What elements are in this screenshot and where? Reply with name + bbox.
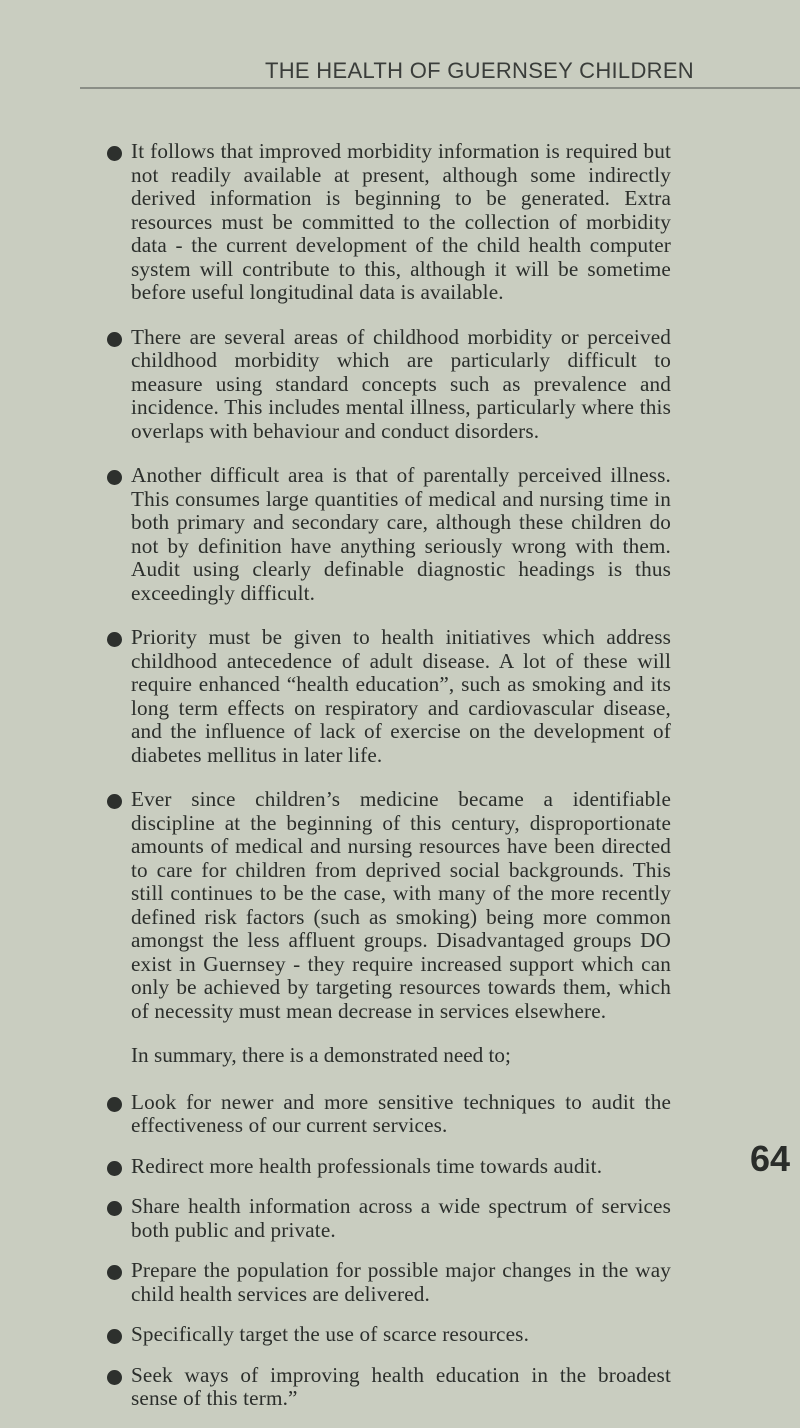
bullet-icon	[107, 1161, 122, 1176]
bullet-text: There are several areas of childhood morbidity or perceived childhood morbidity which are particularly difficult to measure using standard concepts such as prevalence and incidence. This includes mental illness, particularly where this overlaps with behaviour and conduct disorders.	[131, 324, 671, 443]
bullet-icon	[107, 1265, 122, 1280]
summary-bullet-item	[131, 1155, 671, 1179]
bullet-text: Priority must be given to health initiatives which address childhood antecedence of adult disease. A lot of these will require enhanced “health education”, such as smoking and its long term effects on respiratory and cardiovascular disease, and the influence of lack of exercise on the development of diabetes mellitus in later life.	[131, 625, 671, 767]
bullet-icon	[107, 632, 122, 647]
bullet-text: It follows that improved morbidity information is required but not readily available at present, although some indirectly derived information is beginning to be generated. Extra resources must be committed to the collection of morbidity data - the current development of the child health computer system will contribute to this, although it will be sometime before useful longitudinal data is available.	[131, 139, 671, 304]
page-number: 64	[749, 1138, 790, 1179]
bullet-text: Specifically target the use of scarce resources.	[131, 1322, 530, 1346]
page-body	[131, 140, 671, 1428]
bullet-text: Prepare the population for possible major changes in the way child health services are delivered.	[131, 1258, 671, 1306]
bullet-icon	[107, 470, 122, 485]
bullet-icon	[107, 1097, 122, 1112]
bullet-item	[131, 464, 671, 605]
bullet-text: Ever since children’s medicine became a identifiable discipline at the beginning of this century, disproportionate amounts of medical and nursing resources have been directed to care for children from deprived social backgrounds. This still continues to be the case, with many of the more recently defined risk factors (such as smoking) being more common amongst the less affluent groups. Disadvantaged groups DO exist in Guernsey - they require increased support which can only be achieved by targeting resources towards them, which of necessity must mean decrease in services elsewhere.	[131, 787, 671, 1023]
bullet-text: Redirect more health professionals time towards audit.	[131, 1153, 603, 1178]
header-rule	[80, 87, 800, 89]
bullet-item	[131, 626, 671, 767]
summary-bullet-item	[131, 1091, 671, 1138]
bullet-item	[131, 326, 671, 444]
summary-bullet-item	[131, 1364, 671, 1411]
bullet-icon	[107, 332, 122, 347]
bullet-text: Seek ways of improving health education in the broadest sense of this term.”	[131, 1362, 671, 1410]
bullet-text: Look for newer and more sensitive techniques to audit the effectiveness of our current services.	[131, 1089, 671, 1137]
bullet-text: Another difficult area is that of parentally perceived illness. This consumes large quantities of medical and nursing time in both primary and secondary care, although these children do not by definition have anything seriously wrong with them. Audit using clearly definable diagnostic headings is thus exceedingly difficult.	[131, 463, 671, 605]
bullet-icon	[107, 1370, 122, 1385]
bullet-item	[131, 788, 671, 1023]
running-header-title: THE HEALTH OF GUERNSEY CHILDREN	[265, 58, 694, 83]
summary-bullet-item	[131, 1323, 671, 1347]
summary-bullet-item	[131, 1259, 671, 1306]
bullet-text: Share health information across a wide spectrum of services both public and private.	[131, 1194, 671, 1242]
bullet-item	[131, 140, 671, 305]
bullet-icon	[107, 146, 122, 161]
page-header	[0, 0, 800, 88]
summary-intro: In summary, there is a demonstrated need to;	[131, 1043, 511, 1067]
bullet-icon	[107, 1329, 122, 1344]
bullet-icon	[107, 1201, 122, 1216]
bullet-icon	[107, 794, 122, 809]
summary-bullet-item	[131, 1195, 671, 1242]
